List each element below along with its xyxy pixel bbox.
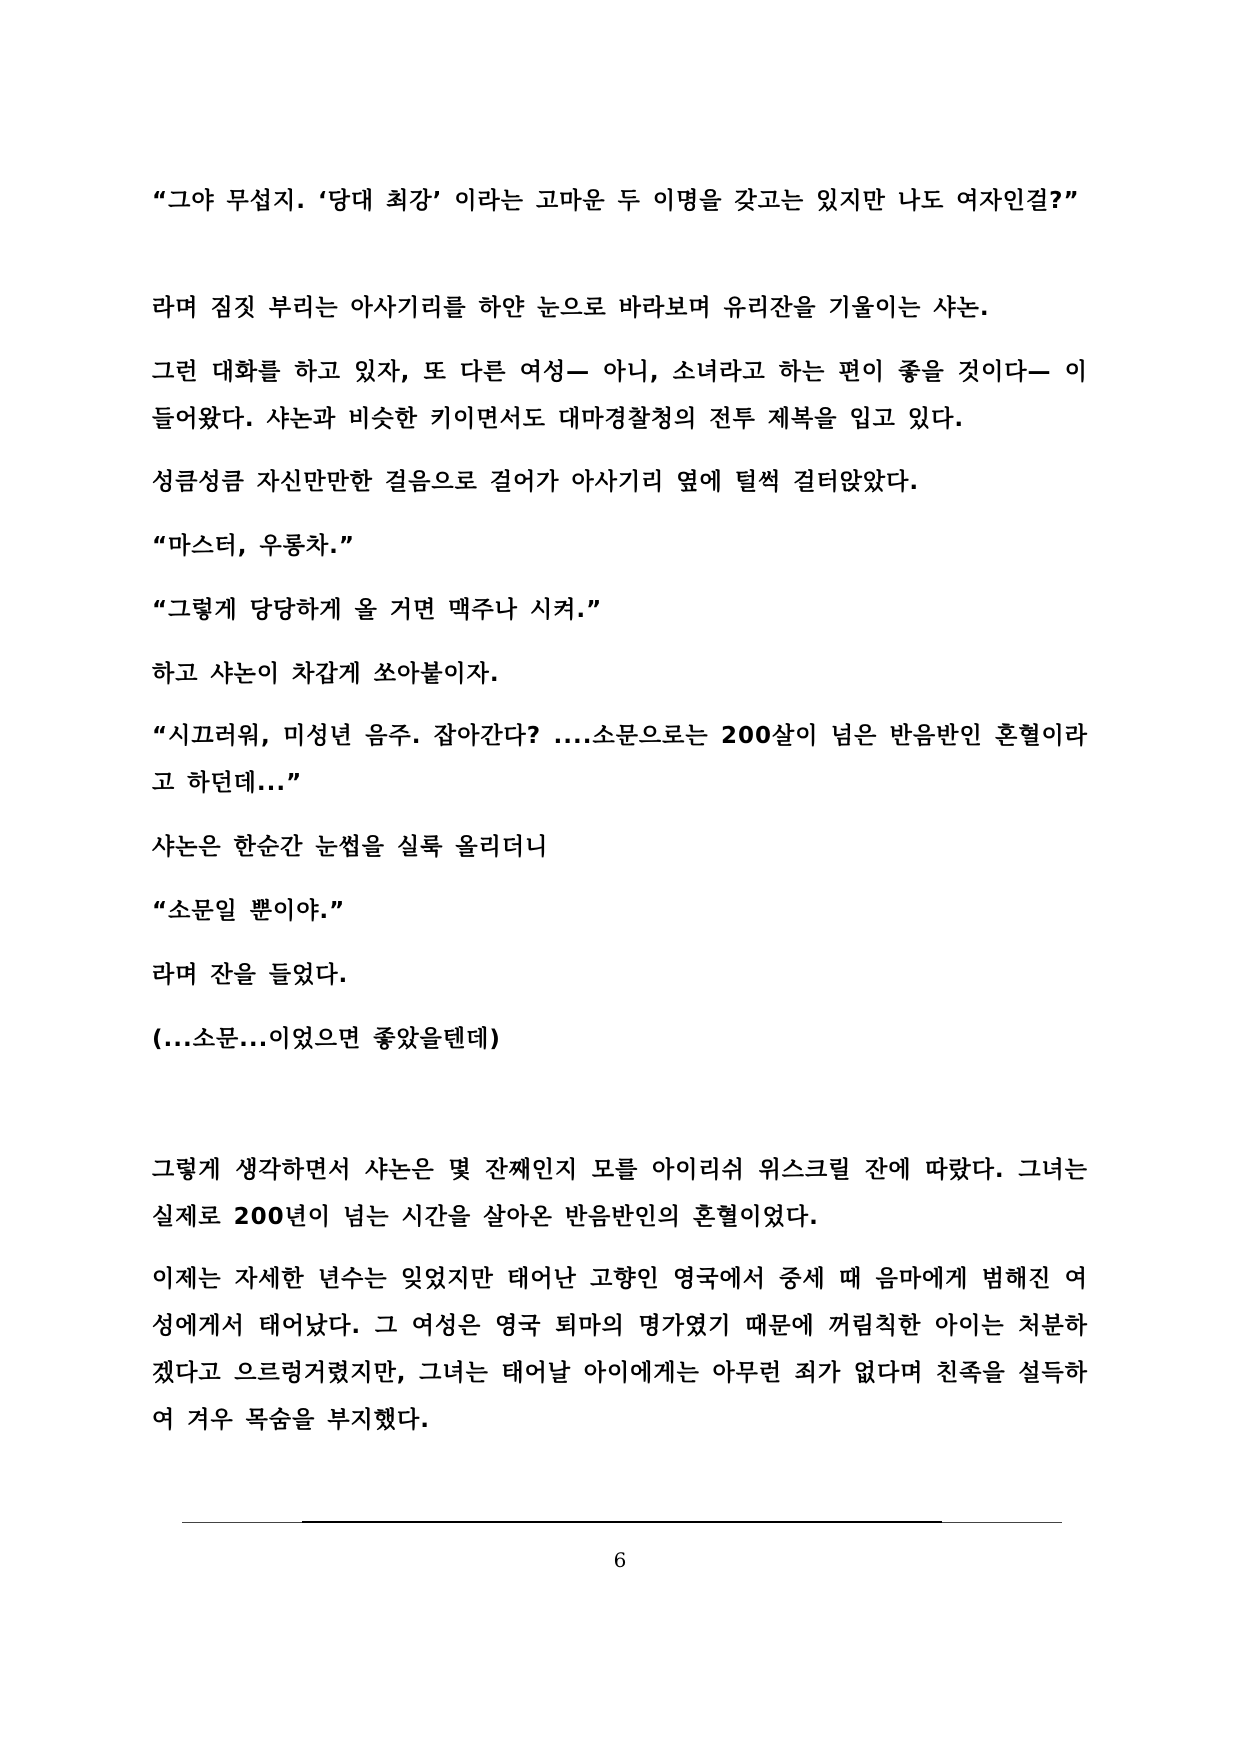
paragraph-8: “시끄러워, 미성년 음주. 잡아간다? ....소문으로는 200살이 넘은 반음반인 혼혈이라고 하던데...” [152,723,1088,796]
paragraph-11: 라며 잔을 들었다. [152,962,349,988]
paragraph-1: “그야 무섭지. ‘당대 최강’ 이라는 고마운 두 이명을 갖고는 있지만 나도 여자인걸?” [152,188,1080,214]
paragraph-3: 그런 대화를 하고 있자, 또 다른 여성— 아니, 소녀라고 하는 편이 좋을 것이다— 이 들어왔다. 샤논과 비슷한 키이면서도 대마경찰청의 전투 제복을 입고 있다. [152,359,1088,432]
paragraph-4: 성큼성큼 자신만만한 걸음으로 걸어가 아사기리 옆에 털썩 걸터앉았다. [152,469,920,495]
paragraph-7: 하고 샤논이 차갑게 쏘아붙이자. [152,661,500,687]
paragraph-10: “소문일 뿐이야.” [152,898,346,924]
page-number: 6 [613,1548,627,1572]
paragraph-13: 그렇게 생각하면서 샤논은 몇 잔째인지 모를 아이리쉬 위스크릴 잔에 따랐다. 그녀는 실제로 200년이 넘는 시간을 살아온 반음반인의 혼혈이었다. [152,1157,1088,1230]
footer-rule-bold [302,1521,942,1523]
paragraph-12: (...소문...이었으면 좋았을텐데) [152,1026,501,1052]
paragraph-14: 이제는 자세한 년수는 잊었지만 태어난 고향인 영국에서 중세 때 음마에게 범해진 여성에게서 태어났다. 그 여성은 영국 퇴마의 명가였기 때문에 꺼림칙한 아이는 처분하겠다고 으르렁거렸지만, 그녀는 태어날 아이에게는 아무런 죄가 없다며 친족을 설득하여 겨우 목숨을 부지했다. [152,1266,1088,1433]
paragraph-9: 샤논은 한순간 눈썹을 실룩 올리더니 [152,834,549,860]
paragraph-6: “그렇게 당당하게 올 거면 맥주나 시켜.” [152,597,603,623]
paragraph-2: 라며 짐짓 부리는 아사기리를 하얀 눈으로 바라보며 유리잔을 기울이는 샤논. [152,295,990,321]
paragraph-5: “마스터, 우롱차.” [152,533,356,559]
